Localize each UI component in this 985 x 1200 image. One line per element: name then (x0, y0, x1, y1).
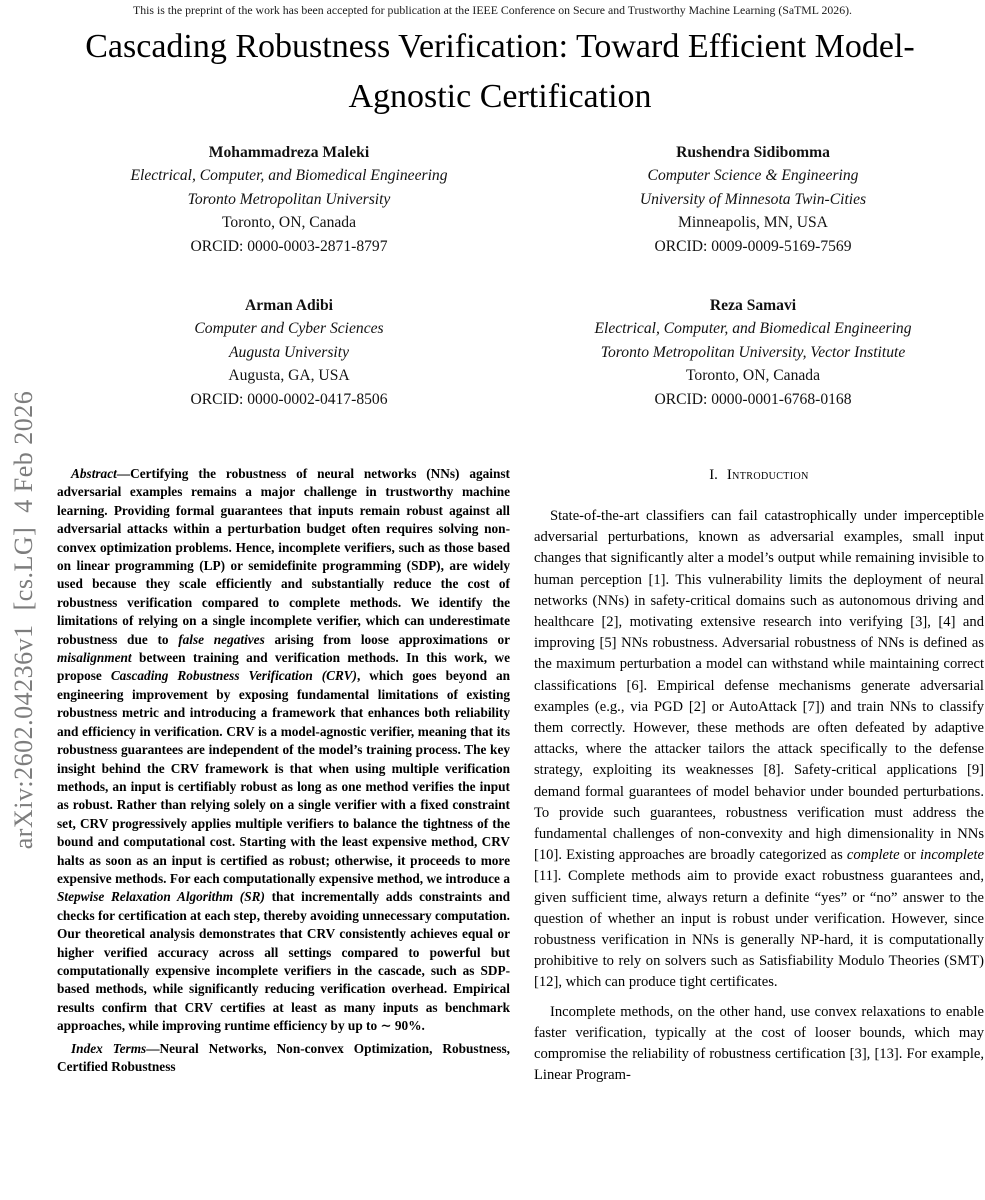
preprint-notice: This is the preprint of the work has been accepted for publication at the IEEE Conference on Secure and Trustworthy Machine Learning (SaTML 2026). (133, 3, 852, 17)
index-terms: Index Terms—Neural Networks, Non-convex Optimization, Robustness, Certified Robustness (57, 1040, 510, 1074)
author-block-4 (521, 294, 985, 411)
author-affiliation: University of Minnesota Twin-Cities (639, 190, 867, 208)
section-heading-introduction (534, 467, 984, 484)
author-department: Electrical, Computer, and Biomedical Engineering (130, 167, 448, 185)
author-affiliation: Toronto Metropolitan University (187, 190, 391, 208)
author-orcid: ORCID: 0009-0009-5169-7569 (654, 237, 852, 255)
author-department: Computer and Cyber Sciences (194, 320, 384, 338)
section-numeral: I. (709, 467, 718, 483)
author-location: Augusta, GA, USA (228, 367, 350, 385)
author-name: Arman Adibi (245, 297, 333, 315)
left-column (57, 465, 510, 1076)
right-column (534, 465, 984, 1086)
intro-paragraph-2: Incomplete methods, on the other hand, use convex relaxations to enable faster verification, typically at the cost of looser bounds, which may compromise the reliability of robustness certification [3], [13]. For example, Linear Program- (534, 1003, 984, 1084)
author-orcid: ORCID: 0000-0003-2871-8797 (190, 237, 388, 255)
arxiv-watermark: arXiv:2602.04236v1 [cs.LG] 4 Feb 2026 (9, 390, 38, 850)
section-title: Introduction (726, 467, 809, 483)
author-block-3 (57, 294, 521, 411)
author-name: Rushendra Sidibomma (676, 144, 830, 161)
author-department: Electrical, Computer, and Biomedical Engineering (594, 320, 912, 338)
author-block-2 (521, 141, 985, 258)
author-location: Toronto, ON, Canada (221, 214, 357, 232)
author-department: Computer Science & Engineering (647, 167, 859, 185)
author-location: Minneapolis, MN, USA (678, 214, 828, 232)
paper-title: Cascading Robustness Verification: Toward Efficient Model-Agnostic Certification (85, 28, 915, 116)
author-affiliation: Toronto Metropolitan University, Vector Institute (600, 343, 906, 361)
abstract-paragraph: Abstract—Certifying the robustness of neural networks (NNs) against adversarial examples remains a major challenge in trustworthy machine learning. Providing formal guarantees that inputs remain robust against all adversarial attacks within a perturbation budget often requires solving non-convex optimization problems. Hence, incomplete verifiers, such as those based on linear programming (LP) or semidefinite programming (SDP), are widely used because they scale efficiently and substantially reduce the cost of robustness verification compared to complete methods. We identify the limitations of relying on a single incomplete verifier, which can underestimate robustness due to false negatives arising from loose approximations or misalignment between training and verification methods. In this work, we propose Cascading Robustness Verification (CRV), which goes beyond an engineering improvement by exposing fundamental limitations of existing robustness metric and introducing a framework that enhances both reliability and efficiency in verification. CRV is a model-agnostic verifier, meaning that its robustness guarantees are independent of the model’s training process. The key insight behind the CRV framework is that when using multiple verification methods, an input is certifiably robust as long as one method verifies the input as robust. Rather than relying solely on a single verifier with a fixed constraint set, CRV progressively applies multiple verifiers to balance the tightness of the bound and computational cost. Starting with the least expensive method, CRV halts as soon as an input is certified as robust; otherwise, it proceeds to more expensive methods. For each computationally expensive method, we introduce a Stepwise Relaxation Algorithm (SR) that incrementally adds constraints and checks for certification at each step, thereby avoiding unnecessary computation. Our theoretical analysis demonstrates that CRV consistently achieves equal or higher verified accuracy across all settings compared to powerful but computationally expensive incomplete verifiers in the cascade, such as SDP-based methods, while significantly reducing verification overhead. Empirical results confirm that CRV certifies at least as many inputs as benchmark approaches, while improving runtime efficiency by up to ∼ 90%. (57, 466, 511, 1034)
author-orcid: ORCID: 0000-0002-0417-8506 (190, 390, 388, 408)
author-grid (57, 141, 985, 411)
author-name: Mohammadreza Maleki (208, 144, 370, 161)
author-affiliation: Augusta University (229, 343, 349, 361)
intro-paragraph-1: State-of-the-art classifiers can fail catastrophically under imperceptible adversarial perturbations, known as adversarial examples, small input changes that significantly alter a model’s output while remaining invisible to human perception [1]. This vulnerability limits the deployment of neural networks (NNs) in safety-critical domains such as autonomous driving and healthcare [2], motivating extensive research into verifying [3], [4] and improving [5] NNs robustness. Adversarial robustness of NNs is defined as the maximum perturbation a model can withstand while maintaining correct classifications [6]. Empirical defense mechanisms generate adversarial examples (e.g., via PGD [2] or AutoAttack [7]) and train NNs to classify them correctly. However, these methods are often defeated by adaptive attacks, where the attacker tailors the attack specifically to the defense strategy, exploiting its weaknesses [8]. Safety-critical applications [9] demand formal guarantees of model behavior under bounded perturbations. To provide such guarantees, robustness verification must address the fundamental challenges of non-convexity and high dimensionality in NNs [10]. Existing approaches are broadly categorized as complete or incomplete [11]. Complete methods aim to provide exact robustness guarantees and, given sufficient time, always return a definite “yes” or “no” answer to the question of whether an input is robust under verification. However, since robustness verification in NNs is generally NP-hard, it is computationally prohibitive to rely on solvers such as Satisfiability Modulo Theories (SMT) [12], which can produce tight certificates. (534, 508, 984, 991)
author-orcid: ORCID: 0000-0001-6768-0168 (654, 390, 852, 408)
author-name: Reza Samavi (709, 297, 797, 315)
author-location: Toronto, ON, Canada (685, 367, 821, 385)
author-block-1 (57, 141, 521, 258)
